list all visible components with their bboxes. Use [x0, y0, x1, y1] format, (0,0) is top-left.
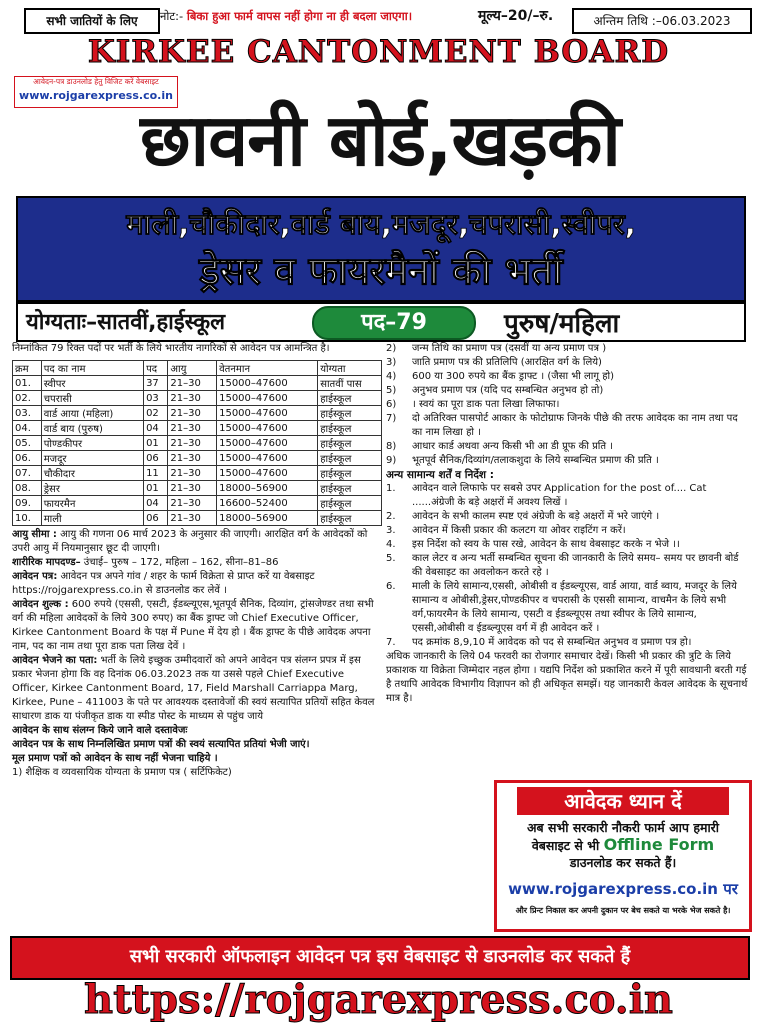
- table-cell: 11: [144, 466, 168, 481]
- term-item-number: 2.: [386, 511, 396, 522]
- table-cell: 04.: [13, 421, 42, 436]
- closing-note: [386, 650, 748, 706]
- table-cell: 03.: [13, 406, 42, 421]
- table-header: वेतनमान: [217, 361, 318, 376]
- document-item: [386, 412, 748, 440]
- document-item: [386, 384, 748, 398]
- term-item: [386, 580, 748, 636]
- table-cell: 37: [144, 376, 168, 391]
- document-item-number: 9): [386, 455, 397, 466]
- table-cell: 15000–47600: [217, 466, 318, 481]
- table-header: आयु: [168, 361, 217, 376]
- docs-title-text: आवेदन के साथ संलग्न किये जाने वाले दस्तावेजः: [12, 725, 188, 736]
- document-item-text: । स्वयं का पूरा डाक पता लिखा लिफाफा।: [412, 399, 560, 410]
- term-item-number: 1.: [386, 483, 396, 494]
- age-limit-label: आयु सीमा :: [12, 529, 57, 540]
- address-label: आवेदन भेजने का पता:: [12, 655, 98, 666]
- table-cell: 21–30: [168, 376, 217, 391]
- fee-para: [12, 598, 382, 654]
- term-item: [386, 482, 748, 510]
- table-cell: माली: [41, 511, 143, 526]
- table-cell: हाईस्कूल: [318, 391, 382, 406]
- table-cell: वार्ड बाय (पुरुष): [41, 421, 143, 436]
- table-cell: 01: [144, 481, 168, 496]
- table-cell: 15000–47600: [217, 376, 318, 391]
- application-label: आवेदन पत्र:: [12, 571, 58, 582]
- document-item-text: भूतपूर्व सैनिक/दिव्यांग/तलाकशुदा के लिये सम्बन्धित प्रमाण की प्रति ।: [412, 455, 659, 466]
- term-item-number: 7.: [386, 637, 396, 648]
- table-header-row: [13, 361, 382, 376]
- address-para: [12, 654, 382, 724]
- physical-label: शारीरिक मापदण्ड–: [12, 557, 81, 568]
- table-cell: हाईस्कूल: [318, 421, 382, 436]
- docs-title: [12, 724, 382, 738]
- table-cell: 21–30: [168, 451, 217, 466]
- physical-para: [12, 556, 382, 570]
- table-row: [13, 466, 382, 481]
- attention-line2-a: वेबसाइट से भी: [531, 838, 600, 853]
- attention-line3: डाउनलोड कर सकते हैं।: [569, 855, 677, 870]
- table-cell: 21–30: [168, 406, 217, 421]
- bottom-banner: [10, 936, 750, 980]
- table-cell: 15000–47600: [217, 421, 318, 436]
- attention-offline-form: Offline Form: [603, 835, 715, 854]
- document-item-number: 3): [386, 357, 397, 368]
- table-cell: ड्रेसर: [41, 481, 143, 496]
- headline-english: KIRKEE CANTONMENT BOARD: [87, 34, 670, 70]
- table-cell: हाईस्कूल: [318, 511, 382, 526]
- posts-table: [12, 360, 382, 526]
- docs-line1-text: आवेदन पत्र के साथ निम्नलिखित प्रमाण पत्रों की स्वयं सत्यापित प्रतियां भेजी जाएं।: [12, 739, 310, 750]
- term-item-text: आवेदन में किसी प्रकार की कलटग या ओवर राइटिंग न करें।: [412, 525, 626, 536]
- posts-banner: [16, 196, 746, 302]
- attention-message: [497, 819, 749, 871]
- address-text: भर्ती के लिये इच्छुक उम्मीदवारों को अपने आवेदन पत्र संलग्न प्रपत्र में इस प्रकार भेजना होगा कि वह दिनांक 06.03.2023 तक या उससे पहले Chief Executive Officer, Kirkee Cantonment Board, 17, Field Marshall Carriappa Marg, Kirkee, Pune – 411003 के पते पर आवश्यक दस्तावेजों की स्वयं सत्यापित प्रतियों सहित केवल साधारण डाक या पंजीकृत डाक या स्पीड पोस्ट के माध्यम से पहुंच जाये: [12, 655, 375, 722]
- table-cell: मजदूर: [41, 451, 143, 466]
- term-item-number: 4.: [386, 539, 396, 550]
- table-cell: 18000–56900: [217, 481, 318, 496]
- table-cell: 18000–56900: [217, 511, 318, 526]
- table-row: [13, 496, 382, 511]
- table-header: क्रम: [13, 361, 42, 376]
- table-cell: चौकीदार: [41, 466, 143, 481]
- table-cell: 15000–47600: [217, 406, 318, 421]
- document-item-text: अनुभव प्रमाण पत्र (यदि पद सम्बन्धित अनुभव हो तो): [412, 385, 604, 396]
- fee-label: आवेदन शुल्क :: [12, 599, 69, 610]
- term-item-number: 3.: [386, 525, 396, 536]
- table-cell: 01.: [13, 376, 42, 391]
- table-cell: 10.: [13, 511, 42, 526]
- application-para: [12, 570, 382, 598]
- application-text: आवेदन पत्र अपने गांव / शहर के फार्म विक्रेता से प्राप्त करें या वेबसाइट https://rojgarexpress.co.in से डाउनलोड कर लेवें ।: [12, 571, 315, 596]
- document-item-number: 2): [386, 343, 397, 354]
- table-cell: स्वीपर: [41, 376, 143, 391]
- table-cell: हाईस्कूल: [318, 406, 382, 421]
- table-cell: पोण्डकीपर: [41, 436, 143, 451]
- table-cell: फायरमैन: [41, 496, 143, 511]
- top-bar: [0, 0, 757, 32]
- table-cell: 02.: [13, 391, 42, 406]
- table-cell: 15000–47600: [217, 391, 318, 406]
- table-cell: 04: [144, 421, 168, 436]
- table-header: योग्यता: [318, 361, 382, 376]
- table-cell: 21–30: [168, 481, 217, 496]
- table-row: [13, 481, 382, 496]
- table-row: [13, 406, 382, 421]
- closing-text: अधिक जानकारी के लिये 04 फरवरी का रोजगार समाचार देखें। किसी भी प्रकार की त्रुटि के लिये प्रकाशक या विक्रेता जिम्मेदार नहल होगा । यद्यपि निर्देश को प्रकाशित करने में पूरी सावधानी बरती गई है तथापि आवेदक विभागीय विज्ञापन को ही अधिकृत समझें। यह जानकारी केवल आवेदक के सूचनार्थ मात्र है।: [386, 651, 748, 704]
- document-item-number: 8): [386, 441, 397, 452]
- headline-hindi: छावनी बोर्ड,खड़की: [140, 98, 620, 182]
- table-cell: हाईस्कूल: [318, 466, 382, 481]
- total-posts-pill: पद–79: [312, 306, 476, 340]
- attention-title: आवेदक ध्यान दें: [517, 787, 729, 815]
- table-cell: 06.: [13, 451, 42, 466]
- promo-small-site[interactable]: www.rojgarexpress.co.in: [19, 89, 173, 102]
- table-row: [13, 391, 382, 406]
- document-item-number: 4): [386, 371, 397, 382]
- table-cell: हाईस्कूल: [318, 496, 382, 511]
- docs-line1: [12, 738, 382, 752]
- left-column: [12, 342, 382, 780]
- intro-text: निम्नांकित 79 रिक्त पदों पर भर्ती के लिये भारतीय नागरिकों से आवेदन पत्र आमन्त्रित है।: [12, 343, 330, 354]
- term-item-text: आवेदन के सभी कालम स्पष्ट एवं अंग्रेजी के बड़े अक्षरों में भरे जाएंगे ।: [412, 511, 660, 522]
- table-cell: 16600–52400: [217, 496, 318, 511]
- gender-text: पुरुष/महिला: [504, 309, 620, 339]
- document-item: [386, 370, 748, 384]
- table-cell: 21–30: [168, 511, 217, 526]
- document-item-text: जाति प्रमाण पत्र की प्रतिलिपि (आरक्षित वर्ग के लिये): [412, 357, 602, 368]
- document-item-text: 600 या 300 रुपये का बैंक ड्राफ्ट । (जैसा भी लागू हो): [412, 371, 614, 382]
- table-cell: 15000–47600: [217, 436, 318, 451]
- table-cell: 06: [144, 511, 168, 526]
- table-row: [13, 451, 382, 466]
- table-cell: चपरासी: [41, 391, 143, 406]
- term-item-number: 5.: [386, 553, 396, 564]
- term-item-text: काल लेटर व अन्य भर्ती सम्बन्धित सूचना की जानकारी के लिये समय– समय पर छावनी बोर्ड की वेबसाइट का अवलोकन करते रहे ।: [412, 553, 739, 578]
- table-cell: 09.: [13, 496, 42, 511]
- qualification-text: योग्यताः–सातवीं,हाईस्कूल: [26, 310, 226, 335]
- physical-text: उंचाई– पुरुष – 172, महिला – 162, सीना–81–86: [83, 557, 279, 568]
- terms-list: [386, 482, 748, 650]
- table-cell: हाईस्कूल: [318, 451, 382, 466]
- docs-line2: [12, 752, 382, 766]
- table-cell: वार्ड आया (महिला): [41, 406, 143, 421]
- table-cell: 03: [144, 391, 168, 406]
- document-item-number: 6): [386, 399, 397, 410]
- documents-list: [386, 342, 748, 468]
- table-row: [13, 376, 382, 391]
- term-item-text: पद क्रमांक 8,9,10 में आवेदक को पद से सम्बन्धित अनुभव व प्रमाण पत्र हो।: [412, 637, 692, 648]
- table-cell: 08.: [13, 481, 42, 496]
- for-all-castes-badge: सभी जातियों के लिए: [24, 8, 160, 34]
- document-item-number: 7): [386, 413, 397, 424]
- document-item-text: दो अतिरिक्त पासपोर्ट आकार के फोटोग्राफ जिनके पीछे की तरफ आवेदक का नाम तथा पद का नाम लिखा हो ।: [412, 413, 738, 438]
- note-prefix: नोट:-: [160, 9, 184, 23]
- term-item-text: माली के लिये सामान्य,एससी, ओबीसी व ईडब्ल्यूएस, वार्ड आया, वार्ड ब्वाय, मजदूर के लिये सामान्य व ओबीसी,ड्रेसर,पोण्डकीपर व चपरासी के एससी सामान्य, वाचमैन के लिये सभी वर्ग,फायरमैन के लिये सामान्य, एसटी व ईडब्ल्यूएस तथा स्वीपर के लिये सामान्य, एससी,ओबीसी व ईडब्ल्यूएस वर्ग में ही आवेदन करें ।: [412, 581, 737, 634]
- table-cell: 15000–47600: [217, 451, 318, 466]
- term-item: [386, 552, 748, 580]
- term-item: [386, 524, 748, 538]
- fee-text: 600 रुपये (एससी, एसटी, ईडब्ल्यूएस,भूतपूर्व सैनिक, दिव्यांग, ट्रांसजेण्डर तथा सभी वर्ग की महिला आवेदकों के लिये 300 रुपए) का बैंक ड्राफ्ट जो Chief Executive Officer, Kirkee Cantonment Board के पक्ष में Pune में देय हो । बैंक ड्राफ्ट के पीछे आवेदक अपना नाम, पद का नाम तथा पूरा डाक पता लिख देवें ।: [12, 599, 374, 652]
- table-row: [13, 436, 382, 451]
- table-cell: 01: [144, 436, 168, 451]
- document-item: [386, 440, 748, 454]
- term-item: [386, 538, 748, 552]
- table-cell: 21–30: [168, 391, 217, 406]
- term-item-number: 6.: [386, 581, 396, 592]
- posts-table-body: [13, 376, 382, 526]
- table-cell: सातवीं पास: [318, 376, 382, 391]
- doc-item-1: 1) शैक्षिक व व्यवसायिक योग्यता के प्रमाण पत्र ( सर्टिफिकेट): [12, 767, 232, 778]
- table-cell: 21–30: [168, 496, 217, 511]
- posts-banner-line1: माली,चौकीदार,वार्ड बाय,मजदूर,चपरासी,स्वीपर,: [126, 207, 636, 241]
- table-cell: 06: [144, 451, 168, 466]
- table-row: [13, 511, 382, 526]
- attention-site[interactable]: www.rojgarexpress.co.in पर: [508, 880, 738, 898]
- website-url[interactable]: https://rojgarexpress.co.in: [84, 976, 673, 1023]
- right-column: [386, 342, 748, 706]
- document-item-number: 5): [386, 385, 397, 396]
- qualification-row: [16, 302, 746, 342]
- posts-banner-line2: ड्रेसर व फायरमैनों की भर्ती: [199, 249, 563, 293]
- table-header: पद का नाम: [41, 361, 143, 376]
- table-cell: 02: [144, 406, 168, 421]
- table-cell: 07.: [13, 466, 42, 481]
- term-item-text: इस निर्देश को स्वय के पास रखे, आवेदन के साथ वेबसाइट करके न भेजे ।।: [412, 539, 680, 550]
- table-cell: 05.: [13, 436, 42, 451]
- document-item-text: आधार कार्ड अथवा अन्य किसी भी आ डी प्रूफ की प्रति ।: [412, 441, 614, 452]
- attention-foot: और प्रिन्ट निकाल कर अपनी दुकान पर बेच सकते या भरके भेज सकते है।: [515, 906, 731, 915]
- bottom-banner-text: सभी सरकारी ऑफलाइन आवेदन पत्र इस वेबसाइट से डाउनलोड कर सकते हैं: [129, 946, 631, 967]
- table-header: पद: [144, 361, 168, 376]
- table-cell: 21–30: [168, 466, 217, 481]
- table-cell: हाईस्कूल: [318, 436, 382, 451]
- attention-line1: अब सभी सरकारी नौकरी फार्म आप हमारी: [526, 820, 720, 835]
- age-limit-text: आयु की गणना 06 मार्च 2023 के अनुसार की जाएगी। आरक्षित वर्ग के आवेदकों को उपरी आयु में नियमानुसार छूट दी जाएगी।: [12, 529, 368, 554]
- price-text: मूल्य–20/–रु.: [478, 8, 554, 24]
- table-row: [13, 421, 382, 436]
- note-message: बिका हुआ फार्म वापस नहीं होगा ना ही बदला जाएगा।: [186, 9, 413, 23]
- docs-line2-text: मूल प्रमाण पत्रों को आवेदन के साथ नहीं भेजना चाहिये ।: [12, 753, 218, 764]
- age-limit-para: [12, 528, 382, 556]
- term-item: [386, 510, 748, 524]
- table-cell: हाईस्कूल: [318, 481, 382, 496]
- attention-box: [494, 780, 752, 932]
- promo-small-label: आवेदन-पत्र डाउनलोड हेतु विजिट करें वेबसाइट: [33, 77, 159, 86]
- table-cell: 21–30: [168, 436, 217, 451]
- document-item: [386, 356, 748, 370]
- term-item: [386, 636, 748, 650]
- document-item: [386, 398, 748, 412]
- document-item-text: जन्म तिथि का प्रमाण पत्र (दसवीं या अन्य प्रमाण पत्र ): [412, 343, 607, 354]
- term-item-text: आवेदन वाले लिफाफे पर सबसे उपर Application for the post of.... Cat ......अंग्रेजी के बड़े अक्षरों में अवश्य लिखें ।: [412, 483, 707, 508]
- document-item: [386, 454, 748, 468]
- attention-line2: [497, 836, 749, 854]
- table-cell: 21–30: [168, 421, 217, 436]
- table-cell: 04: [144, 496, 168, 511]
- terms-title: अन्य सामान्य शर्तें व निर्देश :: [386, 469, 494, 481]
- document-item: [386, 342, 748, 356]
- last-date-badge: अन्तिम तिथि :–06.03.2023: [572, 8, 752, 34]
